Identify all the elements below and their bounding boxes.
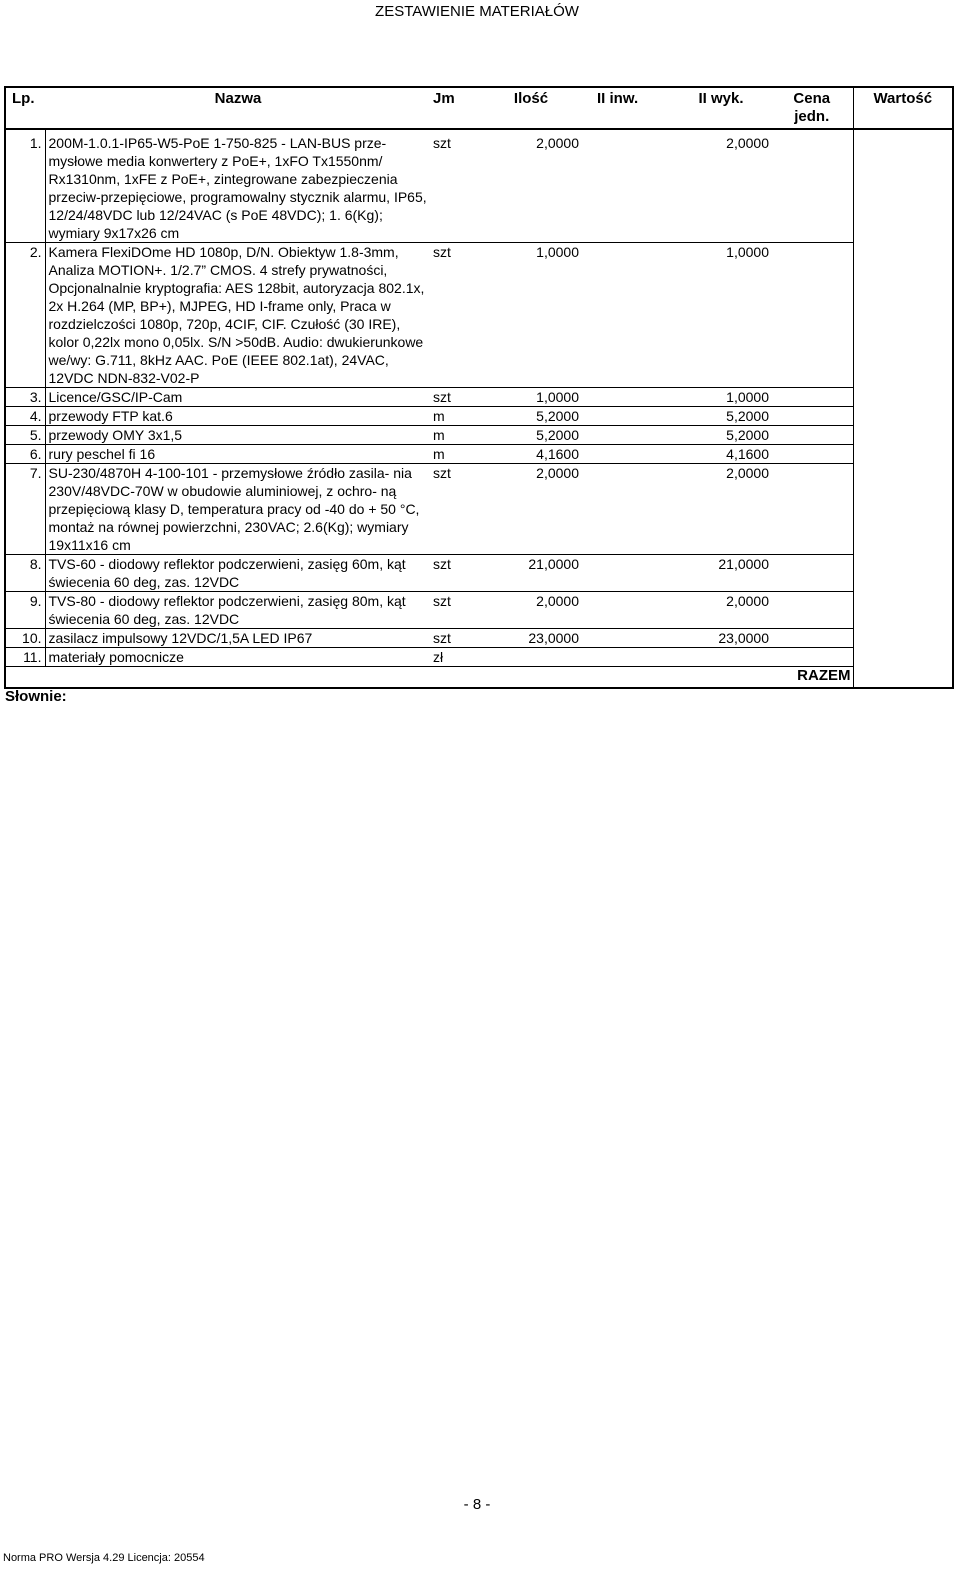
row-price xyxy=(771,243,853,388)
row-price xyxy=(771,555,853,592)
row-unit: m xyxy=(431,407,481,426)
row-price xyxy=(771,464,853,555)
table-row xyxy=(5,407,953,426)
row-value xyxy=(853,464,953,555)
row-lp: 7. xyxy=(5,464,45,555)
row-exec: 1,0000 xyxy=(671,243,771,388)
table-row xyxy=(5,129,953,243)
row-lp: 5. xyxy=(5,426,45,445)
table-row xyxy=(5,592,953,629)
row-value xyxy=(853,592,953,629)
table-body xyxy=(5,129,953,688)
row-name: SU-230/4870H 4-100-101 - przemysłowe źródło zasila- nia 230V/48VDC-70W w obudowie aluminiowej, z ochro- ną przepięciową klasy D, temperatura pracy od -40 do + 50 °C, montaż na równej powierzchni, 230VAC; 2.6(Kg); wymiary 19x11x16 cm xyxy=(45,464,431,555)
row-unit: szt xyxy=(431,129,481,243)
row-unit: szt xyxy=(431,555,481,592)
header-inv: II inw. xyxy=(581,87,671,129)
row-name: przewody FTP kat.6 xyxy=(45,407,431,426)
row-value xyxy=(853,129,953,243)
row-inv xyxy=(581,555,671,592)
table-row xyxy=(5,629,953,648)
row-lp: 4. xyxy=(5,407,45,426)
row-quantity: 1,0000 xyxy=(481,243,581,388)
page-number: - 8 - xyxy=(463,1496,491,1513)
row-lp: 8. xyxy=(5,555,45,592)
row-inv xyxy=(581,648,671,667)
table-row xyxy=(5,388,953,407)
row-name: Kamera FlexiDOme HD 1080p, D/N. Obiektyw 1.8-3mm, Analiza MOTION+. 1/2.7” CMOS. 4 strefy prywatności, Opcjonalnalnie kryptografia: AES 128bit, autoryzacja 802.1x, 2x H.264 (MP, BP+), MJPEG, HD I-frame only, Praca w rozdzielczości 1080p, 720p, 4CIF, CIF. Czułość (30 IRE), kolor 0,22lx mono 0,05lx. S/N >50dB. Audio: dwukierunkowe we/wy: G.711, 8kHz AAC. PoE (IEEE 802.1at), 24VAC, 12VDC NDN-832-V02-P xyxy=(45,243,431,388)
header-price-line2: jedn. xyxy=(794,108,830,125)
row-exec: 5,2000 xyxy=(671,407,771,426)
row-quantity: 1,0000 xyxy=(481,388,581,407)
row-unit: m xyxy=(431,426,481,445)
total-value xyxy=(853,667,953,689)
row-inv xyxy=(581,243,671,388)
row-exec: 2,0000 xyxy=(671,129,771,243)
table-row xyxy=(5,555,953,592)
header-name: Nazwa xyxy=(45,87,431,129)
row-price xyxy=(771,592,853,629)
row-exec: 4,1600 xyxy=(671,445,771,464)
header-unit: Jm xyxy=(431,87,481,129)
row-inv xyxy=(581,129,671,243)
row-unit: zł xyxy=(431,648,481,667)
table-row xyxy=(5,445,953,464)
total-label: RAZEM xyxy=(45,667,853,689)
row-exec: 2,0000 xyxy=(671,592,771,629)
row-unit: szt xyxy=(431,388,481,407)
total-row-spacer xyxy=(5,667,45,689)
row-name: TVS-60 - diodowy reflektor podczerwieni, zasięg 60m, kąt świecenia 60 deg, zas. 12VDC xyxy=(45,555,431,592)
row-inv xyxy=(581,407,671,426)
row-price xyxy=(771,629,853,648)
row-quantity: 5,2000 xyxy=(481,426,581,445)
row-exec: 21,0000 xyxy=(671,555,771,592)
footer-license: Norma PRO Wersja 4.29 Licencja: 20554 xyxy=(3,1552,205,1564)
row-lp: 3. xyxy=(5,388,45,407)
row-name: TVS-80 - diodowy reflektor podczerwieni, zasięg 80m, kąt świecenia 60 deg, zas. 12VDC xyxy=(45,592,431,629)
row-name: materiały pomocnicze xyxy=(45,648,431,667)
words-label: Słownie: xyxy=(5,688,67,705)
header-lp: Lp. xyxy=(5,87,45,129)
table-row xyxy=(5,464,953,555)
row-quantity: 2,0000 xyxy=(481,129,581,243)
row-price xyxy=(771,388,853,407)
row-inv xyxy=(581,445,671,464)
row-unit: m xyxy=(431,445,481,464)
row-exec: 2,0000 xyxy=(671,464,771,555)
page-title: ZESTAWIENIE MATERIAŁÓW xyxy=(375,3,579,20)
row-unit: szt xyxy=(431,464,481,555)
row-quantity: 2,0000 xyxy=(481,464,581,555)
header-value: Wartość xyxy=(853,87,953,129)
row-inv xyxy=(581,426,671,445)
row-value xyxy=(853,388,953,407)
header-price xyxy=(771,87,853,129)
row-value xyxy=(853,629,953,648)
header-exec: II wyk. xyxy=(671,87,771,129)
row-inv xyxy=(581,464,671,555)
row-name: rury peschel fi 16 xyxy=(45,445,431,464)
materials-table xyxy=(4,86,954,689)
row-exec xyxy=(671,648,771,667)
row-unit: szt xyxy=(431,243,481,388)
row-name: 200M-1.0.1-IP65-W5-PoE 1-750-825 - LAN-BUS prze- mysłowe media konwertery z PoE+, 1xFO Tx1550nm/ Rx1310nm, 1xFE z PoE+, zintegrowane zabezpieczenia przeciw-przepięciowe, programowalny stycznik alarmu, IP65, 12/24/48VDC lub 12/24VAC (s PoE 48VDC); 1. 6(Kg); wymiary 9x17x26 cm xyxy=(45,129,431,243)
total-row xyxy=(5,667,953,689)
row-quantity xyxy=(481,648,581,667)
row-lp: 1. xyxy=(5,129,45,243)
row-value xyxy=(853,426,953,445)
row-unit: szt xyxy=(431,592,481,629)
row-lp: 11. xyxy=(5,648,45,667)
row-name: zasilacz impulsowy 12VDC/1,5A LED IP67 xyxy=(45,629,431,648)
row-exec: 5,2000 xyxy=(671,426,771,445)
row-lp: 10. xyxy=(5,629,45,648)
row-price xyxy=(771,445,853,464)
row-price xyxy=(771,648,853,667)
row-name: przewody OMY 3x1,5 xyxy=(45,426,431,445)
row-exec: 23,0000 xyxy=(671,629,771,648)
row-value xyxy=(853,555,953,592)
table-row xyxy=(5,426,953,445)
row-lp: 2. xyxy=(5,243,45,388)
row-inv xyxy=(581,629,671,648)
header-quantity: Ilość xyxy=(481,87,581,129)
row-quantity: 5,2000 xyxy=(481,407,581,426)
row-unit: szt xyxy=(431,629,481,648)
row-price xyxy=(771,407,853,426)
row-price xyxy=(771,129,853,243)
row-value xyxy=(853,407,953,426)
row-value xyxy=(853,648,953,667)
row-quantity: 21,0000 xyxy=(481,555,581,592)
row-name: Licence/GSC/IP-Cam xyxy=(45,388,431,407)
row-inv xyxy=(581,388,671,407)
row-lp: 9. xyxy=(5,592,45,629)
row-exec: 1,0000 xyxy=(671,388,771,407)
table-row xyxy=(5,648,953,667)
row-quantity: 4,1600 xyxy=(481,445,581,464)
row-inv xyxy=(581,592,671,629)
row-quantity: 2,0000 xyxy=(481,592,581,629)
row-price xyxy=(771,426,853,445)
row-quantity: 23,0000 xyxy=(481,629,581,648)
row-lp: 6. xyxy=(5,445,45,464)
header-price-line1: Cena xyxy=(793,90,831,107)
table-header-row xyxy=(5,87,953,129)
row-value xyxy=(853,243,953,388)
row-value xyxy=(853,445,953,464)
table-row xyxy=(5,243,953,388)
